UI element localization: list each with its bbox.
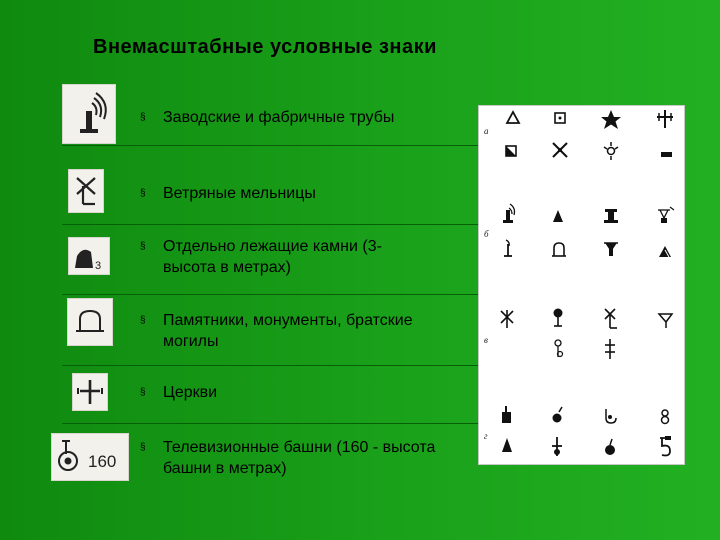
hook-symbol-icon <box>606 409 616 423</box>
bullet-icon: § <box>140 112 146 123</box>
item-label: Ветряные мельницы <box>163 185 316 202</box>
symbols-table-image <box>478 105 685 465</box>
factory-chimney-icon <box>62 84 116 144</box>
church-icon <box>72 373 108 411</box>
tree-symbol-icon <box>554 309 563 327</box>
group-label-a: а <box>484 126 489 136</box>
dash-symbol-icon <box>661 152 672 157</box>
group-label-g: г <box>484 431 488 441</box>
bullet-icon: § <box>140 387 146 398</box>
x-mark-symbol-icon <box>553 143 567 157</box>
triangle-symbol-icon <box>507 112 519 123</box>
bottle-symbol-icon <box>502 406 511 423</box>
item-label: Отдельно лежащие камни (3-высота в метрах) <box>163 238 382 276</box>
separator <box>62 294 502 295</box>
separator <box>62 145 502 146</box>
sun-symbol-icon <box>604 142 618 160</box>
item-label: Заводские и фабричные трубы <box>163 109 395 126</box>
mound-symbol-icon <box>553 210 563 222</box>
item-label: Телевизионные башни (160 - высота башни в метрах) <box>163 439 436 477</box>
item-label: Памятники, монументы, братские могилы <box>163 312 413 350</box>
tv-tower-icon <box>51 433 129 481</box>
star-symbol-icon <box>601 110 621 129</box>
bullet-icon: § <box>140 188 146 199</box>
windmill-cross-symbol-icon <box>501 310 513 328</box>
half-filled-square-symbol-icon <box>506 146 516 156</box>
stone-height-label: 3 <box>95 260 102 272</box>
ball-symbol-icon <box>605 439 615 455</box>
cross-symbol-icon <box>657 110 673 128</box>
separator <box>62 365 502 366</box>
dagger-symbol-icon <box>552 437 562 456</box>
page-title: Внемасштабные условные знаки <box>93 36 437 58</box>
monument-icon <box>67 298 113 346</box>
candle-symbol-icon <box>502 438 512 452</box>
item-label: Церкви <box>163 384 218 401</box>
well-symbol-icon <box>555 340 563 357</box>
windmill-small-symbol-icon <box>604 243 618 256</box>
tower-symbol-icon <box>604 209 618 223</box>
bullet-icon: § <box>140 315 146 326</box>
small-chimney-symbol-icon <box>504 240 512 256</box>
flag-five-symbol-icon <box>660 436 671 456</box>
group-label-b: б <box>484 229 489 239</box>
bomb-symbol-icon <box>553 407 563 423</box>
separator <box>62 423 502 424</box>
radio-mast-symbol-icon <box>658 207 674 223</box>
stone-symbol-icon <box>659 246 671 257</box>
windmill-icon <box>68 169 104 213</box>
funnel-symbol-icon <box>659 314 672 328</box>
tv-tower-height-label: 160 <box>88 452 117 471</box>
chimney-symbol-icon <box>503 204 515 223</box>
stone-icon <box>68 237 110 275</box>
double-cross-symbol-icon <box>605 339 615 359</box>
wind-engine-symbol-icon <box>605 309 617 328</box>
bullet-icon: § <box>140 442 146 453</box>
square-dot-symbol-icon <box>555 113 565 123</box>
arch-symbol-icon <box>552 243 566 256</box>
group-label-v: в <box>484 335 488 345</box>
separator <box>62 224 502 225</box>
bullet-icon: § <box>140 241 146 252</box>
figure-eight-symbol-icon <box>662 410 669 424</box>
